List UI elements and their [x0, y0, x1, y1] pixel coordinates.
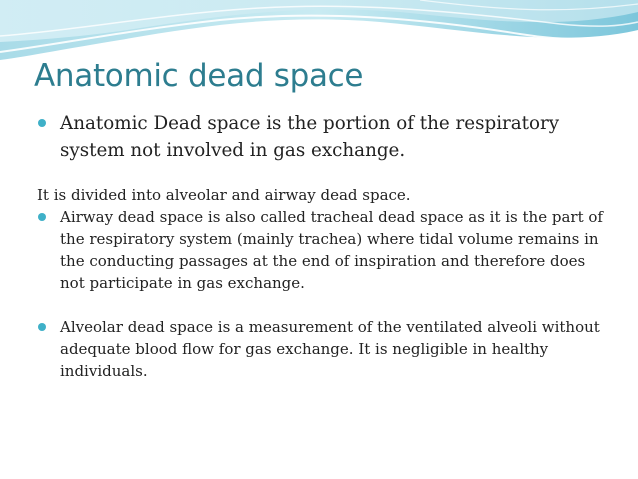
- bullet-dot-icon: [38, 119, 46, 127]
- bullet-text: Airway dead space is also called tracheal dead space as it is the part of the respiratory system (mainly trachea) where tidal volume remains in the conducting passages at the end of inspiration and therefore does not participate in gas exchange.: [60, 208, 603, 292]
- bullet-item: [37, 110, 607, 164]
- slide-body: [37, 110, 607, 382]
- bullet-dot-icon: [38, 323, 46, 331]
- bullet-item: [37, 206, 607, 294]
- bullet-dot-icon: [38, 213, 46, 221]
- bullet-text: Anatomic Dead space is the portion of the respiratory system not involved in gas exchange.: [60, 113, 560, 161]
- plain-text-line: It is divided into alveolar and airway dead space.: [37, 186, 411, 204]
- bullet-text: Alveolar dead space is a measurement of the ventilated alveoli without adequate blood flow for gas exchange. It is negligible in healthy individuals.: [60, 318, 600, 380]
- slide-title: Anatomic dead space: [34, 58, 364, 94]
- bullet-item: [37, 316, 607, 382]
